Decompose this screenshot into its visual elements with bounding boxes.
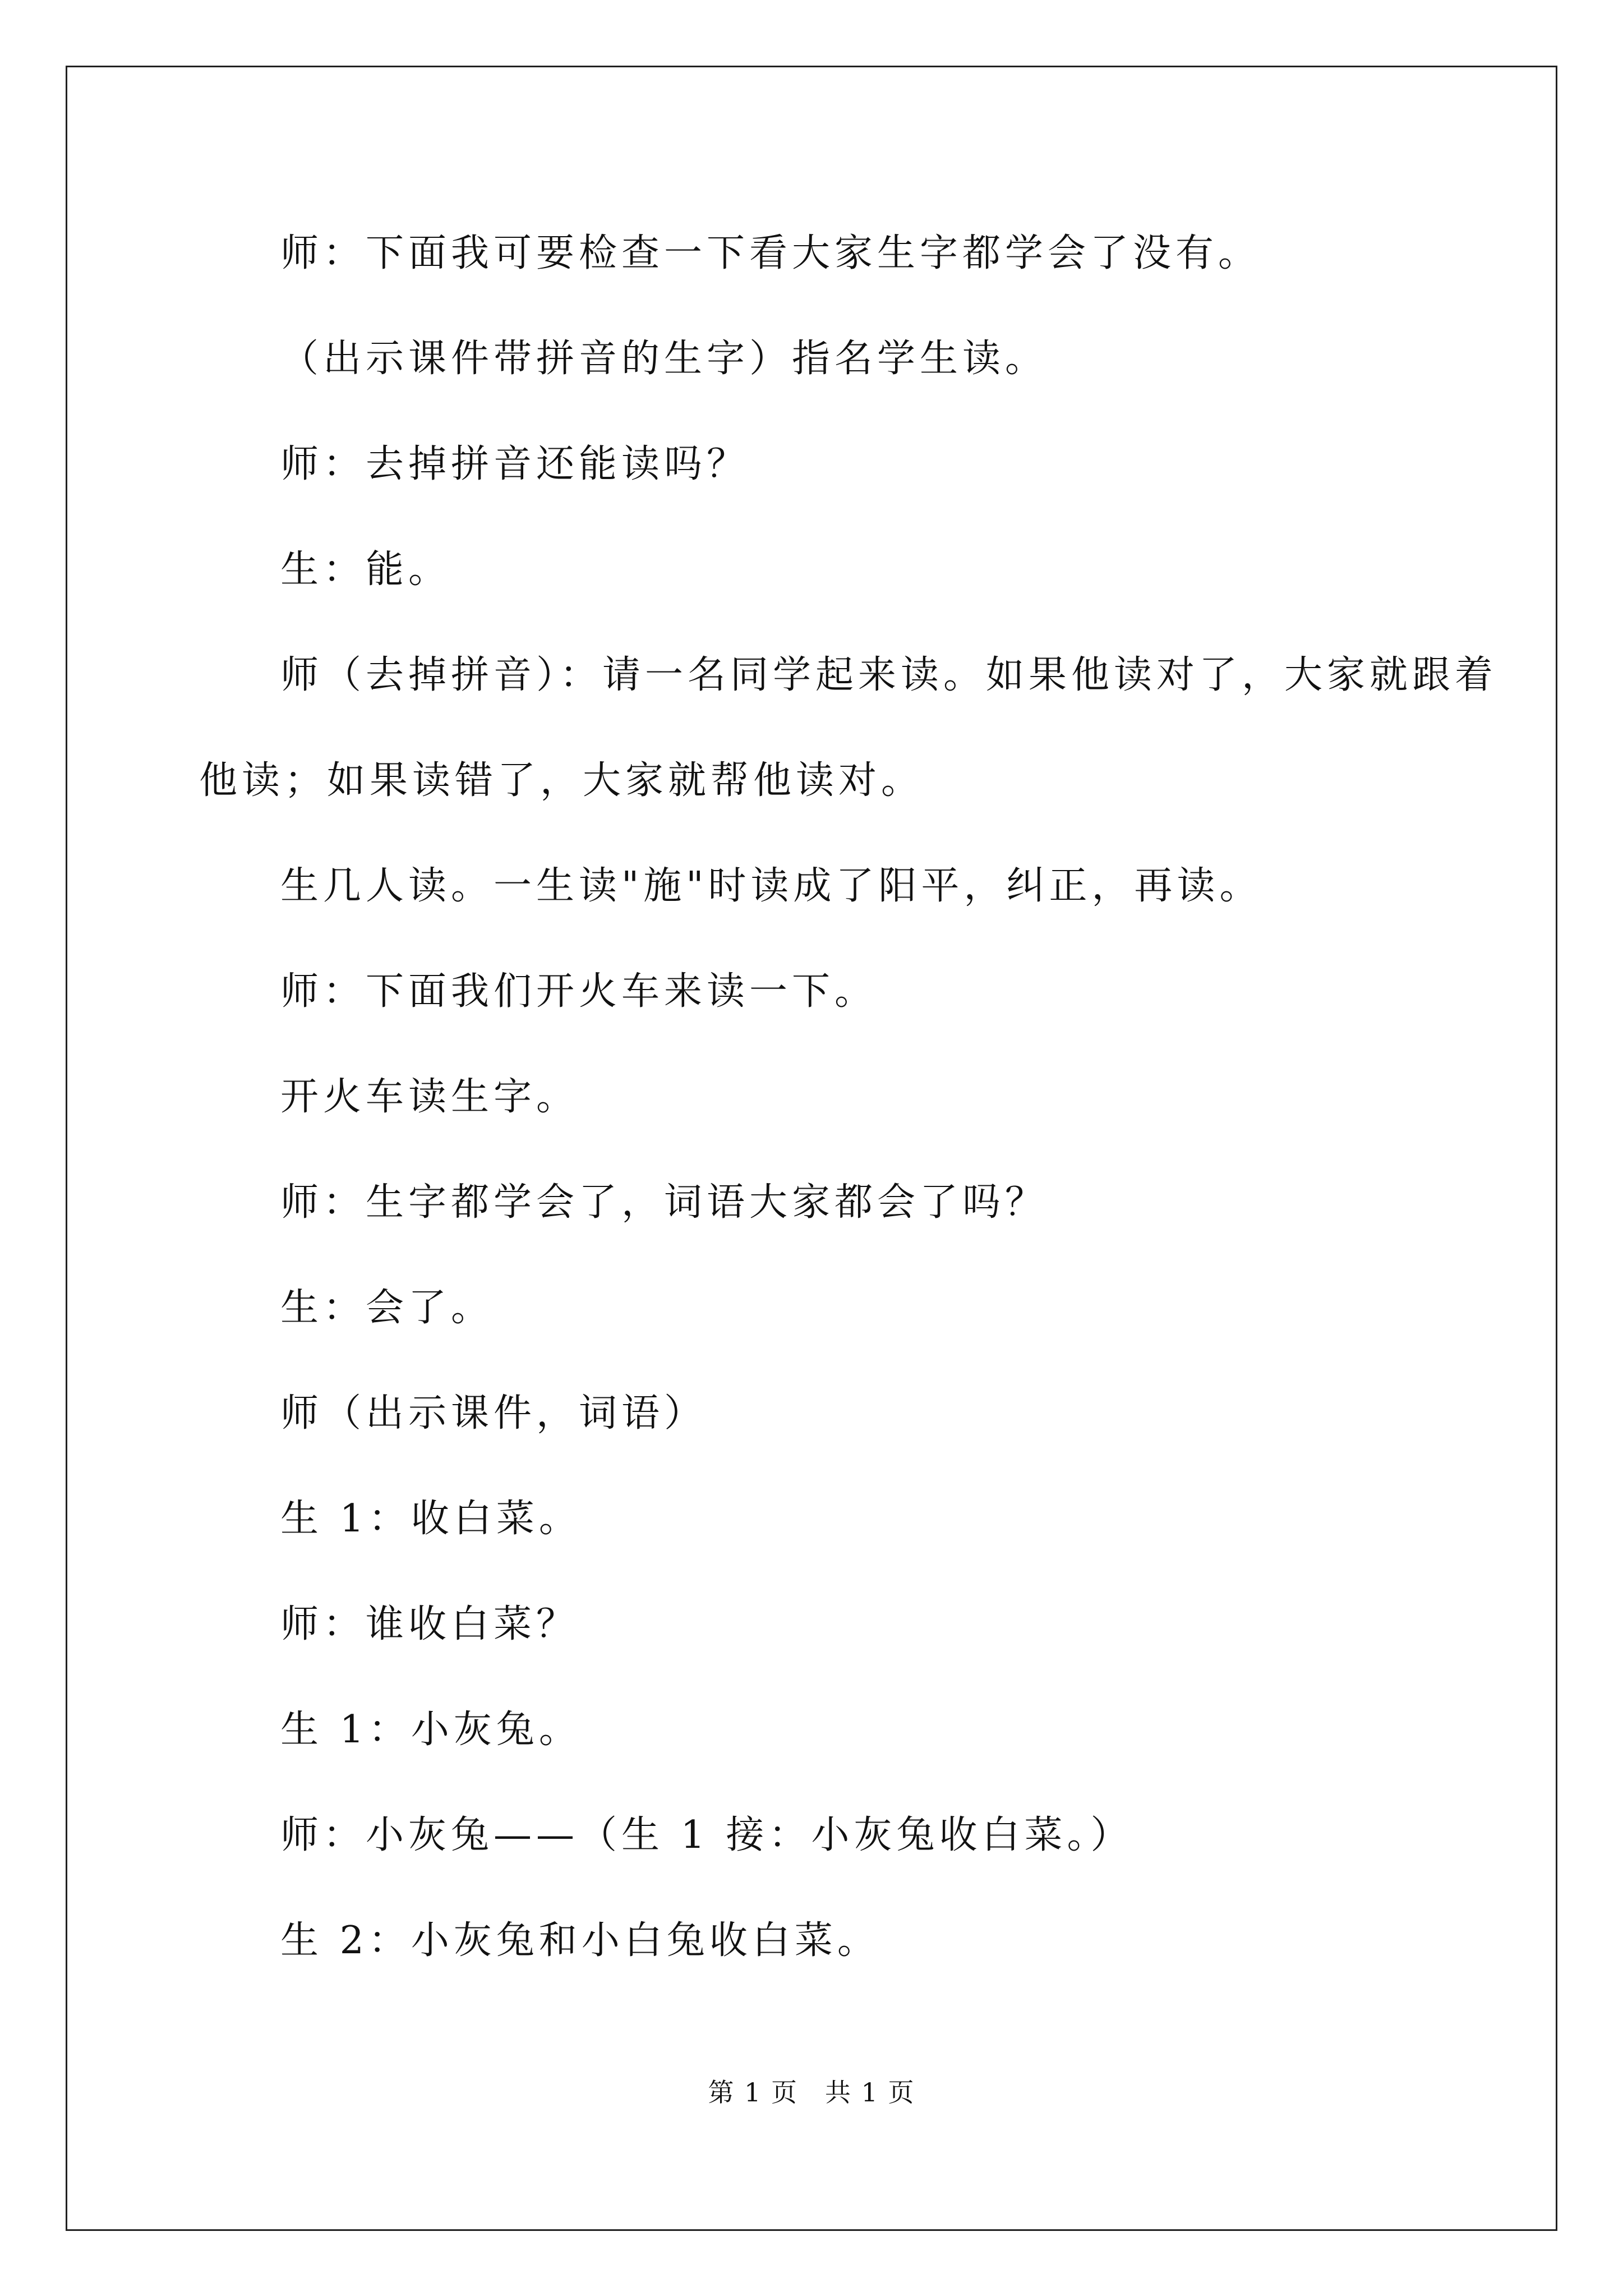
paragraph-line: 生 1：小灰兔。 [280, 1708, 582, 1752]
paragraph-line: 生 1：收白菜。 [280, 1497, 582, 1541]
paragraph-line: 师：下面我们开火车来读一下。 [280, 969, 878, 1014]
paragraph-line: 生：会了。 [280, 1286, 494, 1330]
paragraph-line: （出示课件带拼音的生字）指名学生读。 [280, 337, 1048, 381]
paragraph-line: 师（出示课件，词语） [280, 1391, 707, 1435]
paragraph-line: 师：下面我可要检查一下看大家生字都学会了没有。 [280, 231, 1261, 275]
paragraph-line: 师：小灰兔——（生 1 接：小灰兔收白菜。） [280, 1813, 1133, 1857]
paragraph-line: 师：去掉拼音还能读吗？ [280, 442, 750, 486]
paragraph-line: 师（去掉拼音）：请一名同学起来读。如果他读对了，大家就跟着 [280, 653, 1498, 697]
paragraph-line: 他读；如果读错了，大家就帮他读对。 [199, 758, 924, 803]
paragraph-line: 开火车读生字。 [280, 1075, 579, 1119]
paragraph-line: 生 2：小灰兔和小白兔收白菜。 [280, 1918, 880, 1963]
paragraph-line: 师：谁收白菜？ [280, 1602, 579, 1646]
page-footer: 第 1 页 共 1 页 [708, 2077, 915, 2108]
paragraph-line: 生：能。 [280, 547, 451, 592]
paragraph-line: 生几人读。一生读"施"时读成了阳平，纠正，再读。 [280, 864, 1262, 908]
paragraph-line: 师：生字都学会了，词语大家都会了吗？ [280, 1180, 1048, 1225]
